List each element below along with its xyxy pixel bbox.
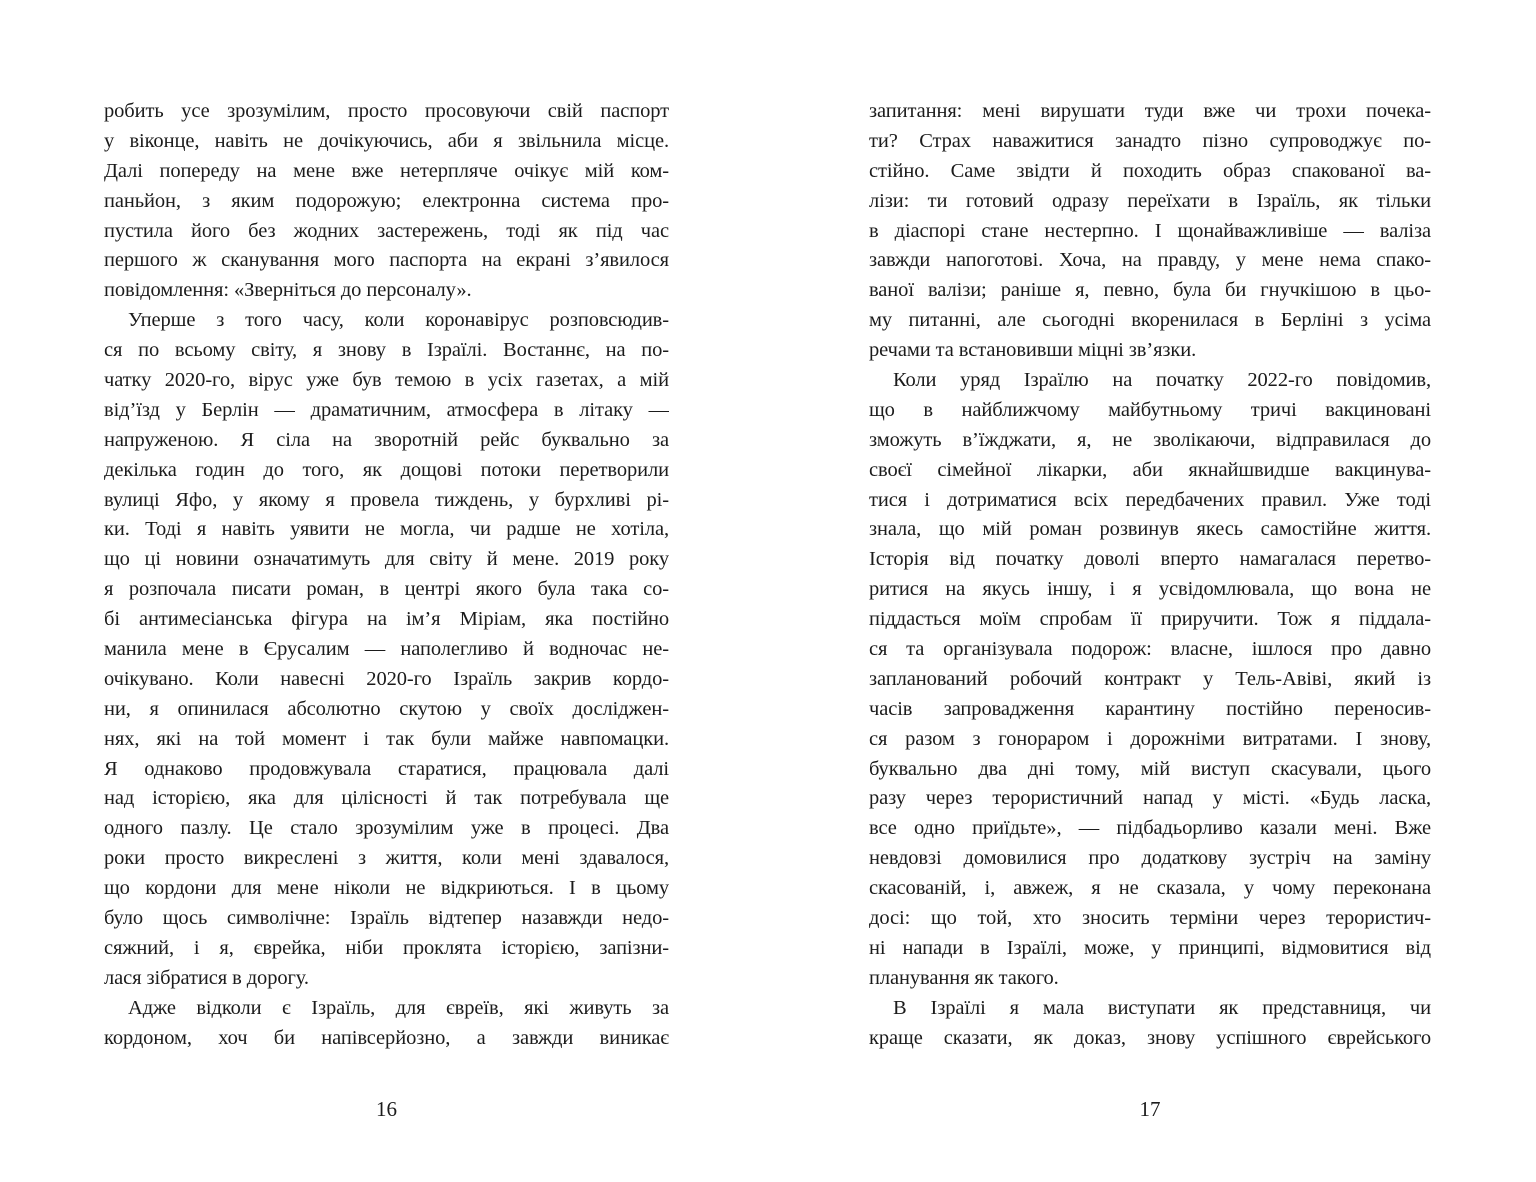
text-line: ни, я опинилася абсолютно скутою у своїх досліджен- <box>104 697 669 720</box>
text-line: бі антимесіанська фігура на ім’я Міріам, яка постійно <box>104 608 669 631</box>
text-line: нях, які на той момент і так були майже навпомацки. <box>104 727 669 750</box>
text-line: одного пазлу. Це стало зрозумілим уже в процесі. Два <box>104 817 669 840</box>
text-line: кордоном, хоч би напівсерйозно, а завжди виникає <box>104 1026 669 1049</box>
text-line: краще сказати, як доказ, знову успішного єврейського <box>869 1026 1431 1049</box>
text-line: вулиці Яфо, у якому я провела тиждень, у бурхливі рі- <box>104 488 669 511</box>
text-line: ся та організувала подорож: власне, ішлося про давно <box>869 638 1431 661</box>
text-line: Я однаково продовжувала старатися, працювала далі <box>104 757 669 780</box>
text-line: речами та встановивши міцні зв’язки. <box>869 339 1197 362</box>
text-line: що кордони для мене ніколи не відкриються. І в цьому <box>104 877 669 900</box>
text-line: повідомлення: «Зверніться до персоналу». <box>104 279 472 302</box>
text-line: очікувано. Коли навесні 2020-го Ізраїль закрив кордо- <box>104 667 669 690</box>
text-line: все одно приїдьте», — підбадьорливо казали мені. Вже <box>869 817 1431 840</box>
text-line: було щось символічне: Ізраїль відтепер назавжди недо- <box>104 907 669 930</box>
text-line: часів запровадження карантину постійно переносив- <box>869 697 1431 720</box>
text-line: запланований робочий контракт у Тель-Авіві, який із <box>869 667 1431 690</box>
text-line: ні напади в Ізраїлі, може, у принципі, відмовитися від <box>869 936 1431 959</box>
text-line: зможуть в’їжджати, я, не зволікаючи, відправилася до <box>869 428 1431 451</box>
text-line: що ці новини означатимуть для світу й мене. 2019 року <box>104 548 669 571</box>
text-line: я розпочала писати роман, в центрі якого була така со- <box>104 578 669 601</box>
text-line: Коли уряд Ізраїлю на початку 2022-го повідомив, <box>893 369 1431 392</box>
text-line: пустила його без жодних застережень, тоді як під час <box>104 219 669 242</box>
page-number-right: 17 <box>1139 1097 1161 1121</box>
text-line: в діаспорі стане нестерпно. І щонайважливіше — валіза <box>869 219 1431 242</box>
text-line: разу через терористичний напад у місті. «Будь ласка, <box>869 787 1431 810</box>
text-line: запитання: мені вирушати туди вже чи трохи почека- <box>869 100 1431 122</box>
text-line: напруженою. Я сіла на зворотній рейс буквально за <box>104 428 669 451</box>
text-line: В Ізраїлі я мала виступати як представниця, чи <box>893 996 1431 1019</box>
text-line: паньйон, з яким подорожую; електронна система про- <box>104 189 669 212</box>
text-line: піддасться моїм спробам її приручити. Тож я піддала- <box>869 608 1431 631</box>
text-line: ваної валізи; раніше я, певно, була би гнучкішою в цьо- <box>869 279 1431 302</box>
text-line: Уперше з того часу, коли коронавірус розповсюдив- <box>128 309 669 332</box>
text-line: своєї сімейної лікарки, аби якнайшвидше вакцинува- <box>869 458 1431 481</box>
text-line: му питанні, але сьогодні вкоренилася в Берліні з усіма <box>869 309 1431 332</box>
text-line: ся по всьому світу, я знову в Ізраїлі. Востаннє, на по- <box>104 339 669 362</box>
text-line: декілька годин до того, як дощові потоки перетворили <box>104 458 669 481</box>
text-line: чатку 2020-го, вірус уже був темою в усіх газетах, а мій <box>104 369 669 392</box>
text-line: у віконце, навіть не дочікуючись, аби я звільнила місце. <box>104 129 669 152</box>
text-line: першого ж сканування мого паспорта на екрані з’явилося <box>104 249 669 272</box>
text-line: завжди напоготові. Хоча, на правду, у мене нема спако- <box>869 249 1431 272</box>
page-number-left: 16 <box>376 1097 397 1121</box>
text-line: Адже відколи є Ізраїль, для євреїв, які живуть за <box>128 996 669 1019</box>
text-line: Далі попереду на мене вже нетерпляче очікує мій ком- <box>104 159 669 182</box>
text-line: манила мене в Єрусалим — наполегливо й водночас не- <box>104 638 669 661</box>
text-line: лізи: ти готовий одразу переїхати в Ізраїль, як тільки <box>869 189 1431 212</box>
text-line: що в найближчому майбутньому тричі вакциновані <box>869 398 1431 421</box>
text-line: стійно. Саме звідти й походить образ спакованої ва- <box>869 159 1431 182</box>
text-line: тися і дотриматися всіх передбачених правил. Уже тоді <box>869 488 1431 511</box>
text-line: над історією, яка для цілісності й так потребувала ще <box>104 787 669 810</box>
page-text-right <box>869 97 1431 1054</box>
text-line: Історія від початку доволі вперто намагалася перетво- <box>869 548 1431 571</box>
text-line: ритися на якусь іншу, і я усвідомлювала, що вона не <box>869 578 1431 601</box>
text-line: роки просто викреслені з життя, коли мені здавалося, <box>104 847 669 870</box>
text-line: лася зібратися в дорогу. <box>104 966 309 989</box>
text-line: ти? Страх наважитися занадто пізно супроводжує по- <box>869 129 1431 152</box>
text-line: планування як такого. <box>869 966 1059 989</box>
text-line: невдовзі домовилися про додаткову зустріч на заміну <box>869 847 1431 870</box>
text-line: буквально два дні тому, мій виступ скасували, цього <box>869 757 1431 780</box>
text-line: ся разом з гонораром і дорожніми витратами. І знову, <box>869 727 1431 750</box>
text-line: ки. Тоді я навіть уявити не могла, чи радше не хотіла, <box>104 518 669 541</box>
text-line: скасованій, і, авжеж, я не сказала, у чому переконана <box>869 877 1431 900</box>
page-text-left <box>104 97 669 1054</box>
text-line: робить усе зрозумілим, просто просовуючи свій паспорт <box>104 100 669 122</box>
text-line: досі: що той, хто зносить терміни через терористич- <box>869 907 1431 930</box>
text-line: від’їзд у Берлін — драматичним, атмосфера в літаку — <box>104 398 669 421</box>
text-line: сяжний, і я, єврейка, ніби проклята історією, запізни- <box>104 936 669 959</box>
text-line: знала, що мій роман розвинув якесь самостійне життя. <box>869 518 1431 541</box>
